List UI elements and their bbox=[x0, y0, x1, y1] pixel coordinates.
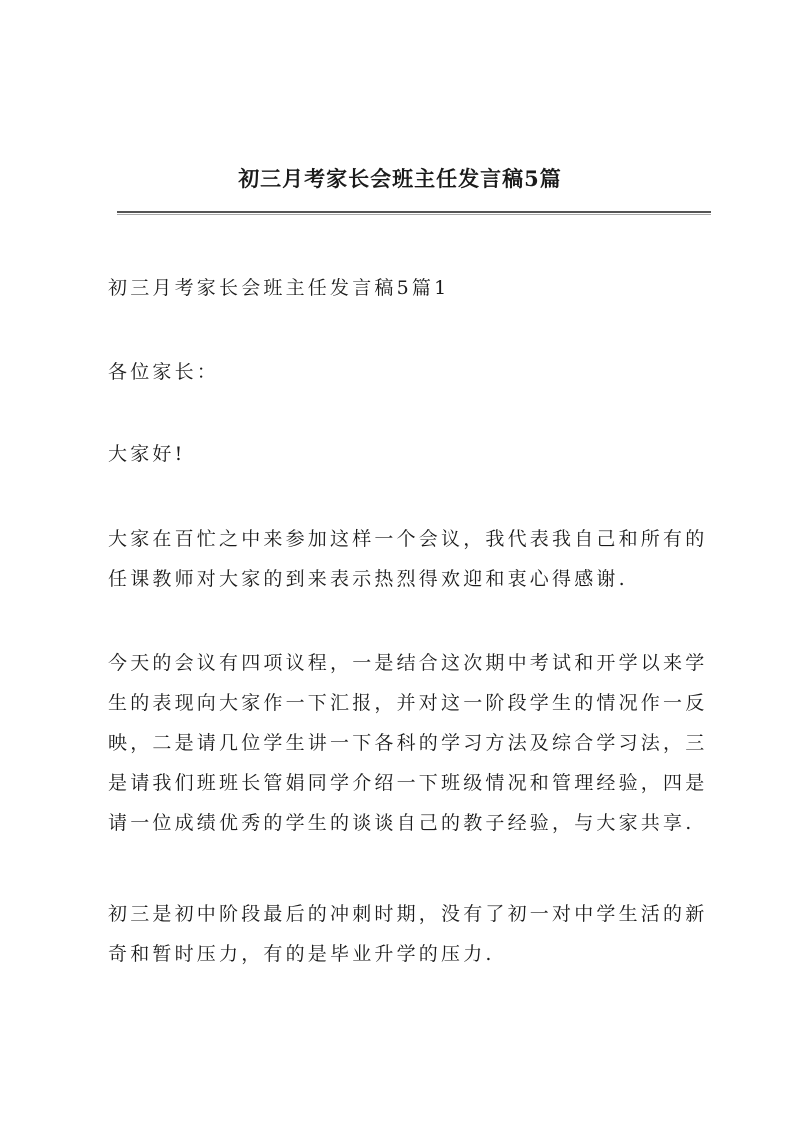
section-heading: 初三月考家长会班主任发言稿5篇1 bbox=[108, 277, 450, 299]
salutation: 各位家长： bbox=[108, 361, 220, 383]
title-divider bbox=[117, 211, 711, 215]
paragraph-grade-three: 初三是初中阶段最后的冲刺时期，没有了初一对中学生活的新奇和暂时压力，有的是毕业升学的压力. bbox=[108, 903, 708, 965]
greeting: 大家好! bbox=[108, 443, 186, 465]
document-title: 初三月考家长会班主任发言稿5篇 bbox=[238, 166, 562, 191]
paragraph-agenda: 今天的会议有四项议程，一是结合这次期中考试和开学以来学生的表现向大家作一下汇报，并对这一阶段学生的情况作一反映，二是请几位学生讲一下各科的学习方法及综合学习法，三是请我们班班长管娟同学介绍一下班级情况和管理经验，四是请一位成绩优秀的学生的谈谈自己的教子经验，与大家共享. bbox=[108, 652, 708, 834]
paragraph-thanks: 大家在百忙之中来参加这样一个会议，我代表我自己和所有的任课教师对大家的到来表示热烈得欢迎和衷心得感谢. bbox=[108, 528, 708, 590]
